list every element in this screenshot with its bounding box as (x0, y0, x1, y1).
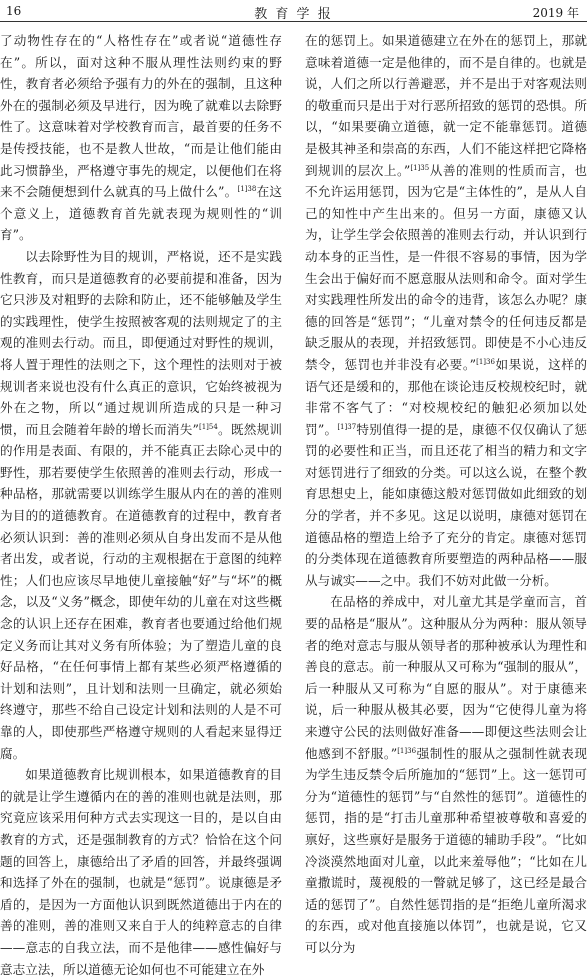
citation: [1]36 (476, 357, 495, 366)
citation: [1]36 (397, 746, 417, 755)
citation: [1]35 (410, 163, 430, 172)
header-rule (0, 21, 587, 22)
page-number: 16 (6, 4, 22, 18)
paragraph: 如果道德教育比规训根本，如果道德教育的目的就是让学生遵循内在的善的准则也就是法则，那究竟应该采用何种方式去实现这一目的，是以自由教育的方式，还是强制教育的方式？恰恰在这个问题的回答上，康德给出了矛盾的回答，并最终强调和选择了外在的强制，也就是“惩罚”。说康德是矛盾的，是因为一方面他认识到既然道德出于内在的善的准则，善的准则又来自于人的纯粹意志的自律——意志的自我立法，而不是他律——感性偏好与意志立法，所以道德无论如何也不可能建立在外 (0, 767, 282, 977)
citation: [1]37 (337, 422, 357, 431)
right-column (305, 30, 587, 955)
paragraph: 以去除野性为目的规训，严格说，还不是实践性教育，而只是道德教育的必要前提和准备，因为它只涉及对粗野的去除和防止，还不能够触及学生的实践理性，使学生按照被客观的法则规定了的主观的准则去行动。而且，即便通过对野性的规训，将人置于理性的法则之下，这个理性的法则对于被规训者来说也没有什么真正的意识，它始终被视为外在之物，所以“通过规训所造成的只是一种习惯，而且会随着年龄的增长而消失”$^{[1]54}$。既然规训的作用是表面、有限的，并不能真正去除心灵中的野性，那若要使学生依照善的准则去行动，形成一种品格，那就需要以训练学生服从内在的善的准则为目的的道德教育。在道德教育的过程中，教育者必须认识到：善的准则必须从自身出发而不是从他者出发，或者说，行动的主观根据在于意图的纯粹性；人们也应该尽早地使儿童接触“好”与“坏”的概念，以及“义务”概念，即使年幼的儿童在对这些概念的认识上还存在困难，教育者也要通过给他们规定义务而让其对义务有所体验；为了塑造儿童的良好品格，“在任何事情上都有某些必须严格遵循的计划和法则”，且计划和法则一旦确定，就必须始终遵守，那些不给自己设定计划和法则的人是不可靠的人，即使那些严格遵守规则的人看起来显得迂腐。 (0, 248, 282, 761)
paragraph: 在品格的养成中，对儿童尤其是学童而言，首要的品格是“服从”。这种服从分为两种：服从领导者的绝对意志与服从领导者的那种被承认为理性和善良的意志。前一种服从又可称为“强制的服从”，后一种服从又可称为“自愿的服从”。对于康德来说，后一种服从极其必要，因为“它使得儿童为将来遵守公民的法则做好准备——即便这些法则会让他感到不舒服。”$^{[1]36}$强制性的服从之强制性就表现为学生违反禁令后所施加的“惩罚”上。这一惩罚可分为“道德性的惩罚”与“自然性的惩罚”。道德性的惩罚，指的是“打击儿童那种希望被尊敬和喜爱的禀好，这些禀好是服务于道德的辅助手段”。“比如冷淡漠然地面对儿童，以此来羞辱他”；“比如在儿童撒谎时，蔑视般的一瞥就足够了，这已经是最合适的惩罚了”。自然性惩罚指的是“拒绝儿童所渴求的东西，或对他直接施以体罚”，也就是说，它又可以分为 (305, 594, 587, 955)
citation: [1]38 (237, 184, 257, 193)
paragraph: 在的惩罚上。如果道德建立在外在的惩罚上，那就意味着道德一定是他律的，而不是自律的。也就是说，人们之所以行善避恶，并不是出于对客观法则的敬重而只是出于对行恶所招致的惩罚的恐惧。所以，“如果要确立道德，就一定不能靠惩罚。道德是极其神圣和崇高的东西，人们不能这样把它降格到规训的层次上。”$^{[1]35}$从善的准则的性质而言，也不允许运用惩罚，因为它是“主体性的”，是从人自己的知性中产生出来的。但另一方面，康德又认为，让学生学会依照善的准则去行动，并认识到行动本身的正当性，是一件很不容易的事情，因为学生会出于偏好而不愿意服从法则和命令。面对学生对实践理性所发出的命令的违背，该怎么办呢？康德的回答是“惩罚”；“儿童对禁令的任何违反都是缺乏服从的表现，并招致惩罚。即使是不小心违反禁令，惩罚也并非没有必要。”$^{[1]36}$如果说，这样的语气还是缓和的，那他在谈论违反校规校纪时，就非常不客气了：“对校规校纪的触犯必须加以处罚”。$^{[1]37}$特别值得一提的是，康德不仅仅确认了惩罚的必要性和正当，而且还花了相当的精力和文字对惩罚进行了细致的分类。可以这么说，在整个教育思想史上，能如康德这般对惩罚做如此细致的划分的学者，并不多见。这足以说明，康德对惩罚在道德品格的塑造上给予了充分的肯定。康德对惩罚的分类体现在道德教育所要塑造的两种品格——服从与诚实——之中。我们不妨对此做一分析。 (305, 33, 587, 588)
page-header (0, 0, 587, 22)
citation: [1]54 (198, 422, 218, 431)
paragraph: 了动物性存在的“人格性存在”或者说“道德性存在”。所以，面对这种不服从理性法则约束的野性，教育者必须给予强有力的外在的强制，且这种外在的强制必须及早进行，因为晚了就难以去除野性了。这意味着对学校教育而言，最首要的任务不是传授技能，也不是教人世故，“而是让他们能由此习惯静坐，严格遵守事先的规定，以便他们在将来不会随便想到什么就真的马上做什么”。$^{[1]38}$在这个意义上，道德教育首先就表现为规则性的“训育”。 (0, 33, 282, 243)
journal-title: 教 育 学 报 (254, 7, 333, 22)
publication-year: 2019 年 (532, 6, 579, 20)
left-column (0, 30, 282, 977)
